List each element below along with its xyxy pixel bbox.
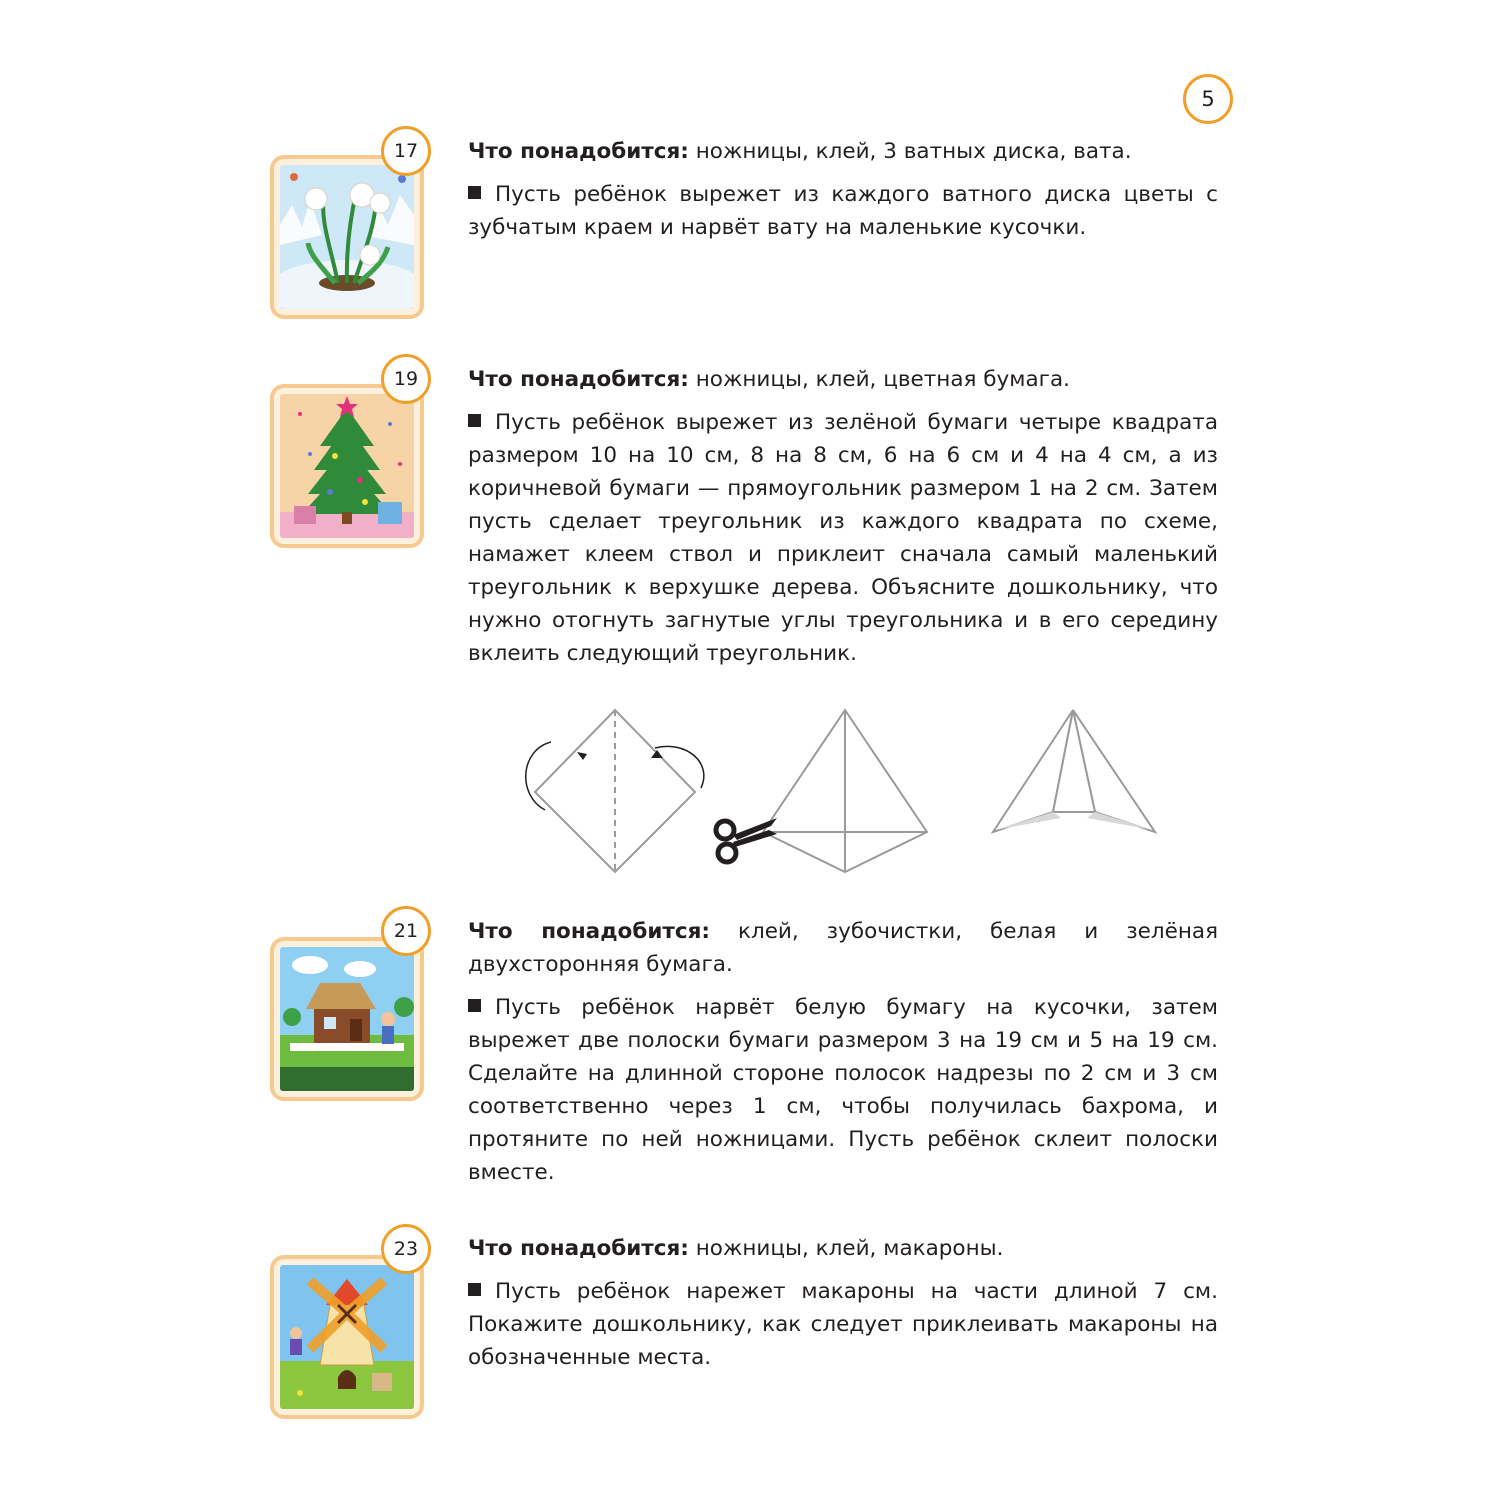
- task-23-instruction: [468, 1275, 1218, 1374]
- snowdrops-picture: [280, 165, 414, 309]
- task-19-instruction: [468, 406, 1218, 670]
- needs-label: Что понадобится:: [468, 139, 689, 164]
- needs-list: ножницы, клей, макароны.: [688, 1236, 1004, 1261]
- needs-label: Что понадобится:: [468, 367, 689, 392]
- task-21: [468, 915, 1218, 1189]
- instruction-text: Пусть ребёнок нарвёт белую бумагу на кусочки, затем вырежет две полоски бумаги размером 3 на 19 см и 5 на 19 см. Сделайте на длинной стороне полосок надрезы по 2 см и 3 см соответственно через 1 см, чтобы получилась бахрома, и протяните по ней ножницами. Пусть ребёнок склеит полоски вместе.: [468, 995, 1218, 1185]
- task-19: [468, 363, 1218, 670]
- task-21-instruction: [468, 991, 1218, 1189]
- fold-diagram: [505, 700, 1205, 885]
- task-23-number-badge: 23: [381, 1224, 431, 1274]
- task-19-number-badge: 19: [381, 354, 431, 404]
- needs-list: ножницы, клей, 3 ватных диска, вата.: [688, 139, 1132, 164]
- windmill-picture: [280, 1265, 414, 1409]
- bullet-icon: [468, 1283, 481, 1296]
- needs-list: ножницы, клей, цветная бумага.: [688, 367, 1070, 392]
- instruction-text: Пусть ребёнок вырежет из зелёной бумаги четыре квадрата размером 10 на 10 см, 8 на 8 см, 6 на 6 см и 4 на 4 см, а из коричневой бумаги — прямоугольник размером 1 на 2 см. Затем пусть сделает треугольник из каждого квадрата по схеме, намажет клеем ствол и приклеит сначала самый маленький треугольник к верхушке дерева. Объясните дошкольнику, что нужно отогнуть загнутые углы треугольника и в его середину вклеить следующий треугольник.: [468, 410, 1218, 666]
- needs-label: Что понадобится:: [468, 919, 711, 944]
- task-23-thumbnail: [270, 1255, 420, 1415]
- task-19-needs: [468, 363, 1218, 396]
- bullet-icon: [468, 414, 481, 427]
- task-23-needs: [468, 1232, 1218, 1265]
- scissors-icon: [716, 818, 777, 862]
- instruction-text: Пусть ребёнок нарежет макароны на части длиной 7 см. Покажите дошкольнику, как следует приклеивать макароны на обозначенные места.: [468, 1279, 1218, 1370]
- christmas-tree-picture: [280, 394, 414, 538]
- village-house-picture: [280, 947, 414, 1091]
- task-19-thumbnail: [270, 384, 420, 544]
- task-23: [468, 1232, 1218, 1374]
- task-17-number-badge: 17: [381, 126, 431, 176]
- bullet-icon: [468, 186, 481, 199]
- needs-list: клей, зубочистки, белая и зелёная двухсторонняя бумага.: [468, 919, 1218, 977]
- task-21-number-badge: 21: [381, 906, 431, 956]
- task-17: [468, 135, 1218, 244]
- instruction-text: Пусть ребёнок вырежет из каждого ватного диска цветы с зубчатым краем и нарвёт вату на маленькие кусочки.: [468, 182, 1218, 240]
- bullet-icon: [468, 999, 481, 1012]
- needs-label: Что понадобится:: [468, 1236, 689, 1261]
- task-17-needs: [468, 135, 1218, 168]
- task-17-instruction: [468, 178, 1218, 244]
- task-17-thumbnail: [270, 155, 420, 315]
- page-number: 5: [1183, 74, 1233, 124]
- task-21-thumbnail: [270, 937, 420, 1097]
- task-21-needs: [468, 915, 1218, 981]
